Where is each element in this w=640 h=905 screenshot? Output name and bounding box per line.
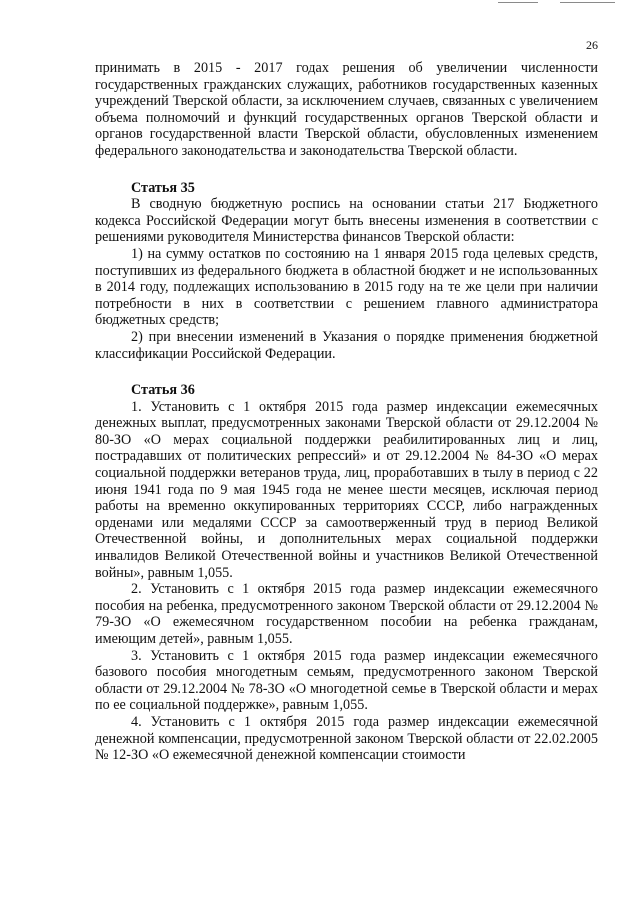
document-body bbox=[95, 60, 598, 764]
intro-paragraph: принимать в 2015 - 2017 годах решения об увеличении численности государственных гражданских служащих, работников государственных казенных учреждений Тверской области, за исключением случаев, связанных с увеличением объема полномочий и функций государственных органов Тверской области и органов государственной власти Тверской области, обусловленных изменением федерального законодательства и законодательства Тверской области. bbox=[95, 60, 598, 159]
article-36-item-1: 1. Установить с 1 октября 2015 года размер индексации ежемесячных денежных выплат, предусмотренных законами Тверской области от 29.12.2004 № 80-ЗО «О мерах социальной поддержки реабилитированных лиц и лиц, пострадавших от политических репрессий» и от 29.12.2004 № 84-ЗО «О мерах социальной поддержки ветеранов труда, лиц, проработавших в тылу в период с 22 июня 1941 года по 9 мая 1945 года не менее шести месяцев, исключая период работы на временно оккупированных территориях СССР, либо награжденных орденами или медалями СССР за самоотверженный труд в период Великой Отечественной войны, и дополнительных мерах социальной поддержки инвалидов Великой Отечественной войны и участников Великой Отечественной войны», равным 1,055. bbox=[95, 398, 598, 581]
scan-artifact-line bbox=[560, 2, 615, 3]
article-36-item-3: 3. Установить с 1 октября 2015 года размер индексации ежемесячного базового пособия многодетным семьям, предусмотренного законом Тверской области от 29.12.2004 № 78-ЗО «О многодетной семье в Тверской области и мерах по ее социальной поддержке», равным 1,055. bbox=[95, 647, 598, 714]
article-35-item-2: 2) при внесении изменений в Указания о порядке применения бюджетной классификации Российской Федерации. bbox=[95, 328, 598, 362]
page-number: 26 bbox=[586, 38, 598, 52]
article-35-item-1: 1) на сумму остатков по состоянию на 1 января 2015 года целевых средств, поступивших из федерального бюджета в областной бюджет и не использованных в 2014 году, подлежащих использованию в 2015 году на те же цели при наличии потребности в них в соответствии с решением главного администратора бюджетных средств; bbox=[95, 245, 598, 329]
article-35-title: Статья 35 bbox=[131, 179, 195, 196]
scan-artifact-line bbox=[498, 2, 538, 3]
article-36-title: Статья 36 bbox=[131, 382, 195, 399]
article-36-item-4: 4. Установить с 1 октября 2015 года размер индексации ежемесячной денежной компенсации, предусмотренной законом Тверской области от 22.02.2005 № 12-ЗО «О ежемесячной денежной компенсации стоимости bbox=[95, 713, 598, 764]
article-35-paragraph: В сводную бюджетную роспись на основании статьи 217 Бюджетного кодекса Российской Федерации могут быть внесены изменения в соответствии с решениями руководителя Министерства финансов Тверской области: bbox=[95, 196, 598, 246]
article-36-item-2: 2. Установить с 1 октября 2015 года размер индексации ежемесячного пособия на ребенка, предусмотренного законом Тверской области от 29.12.2004 № 79-ЗО «О ежемесячном государственном пособии на ребенка гражданам, имеющим детей», равным 1,055. bbox=[95, 581, 598, 647]
